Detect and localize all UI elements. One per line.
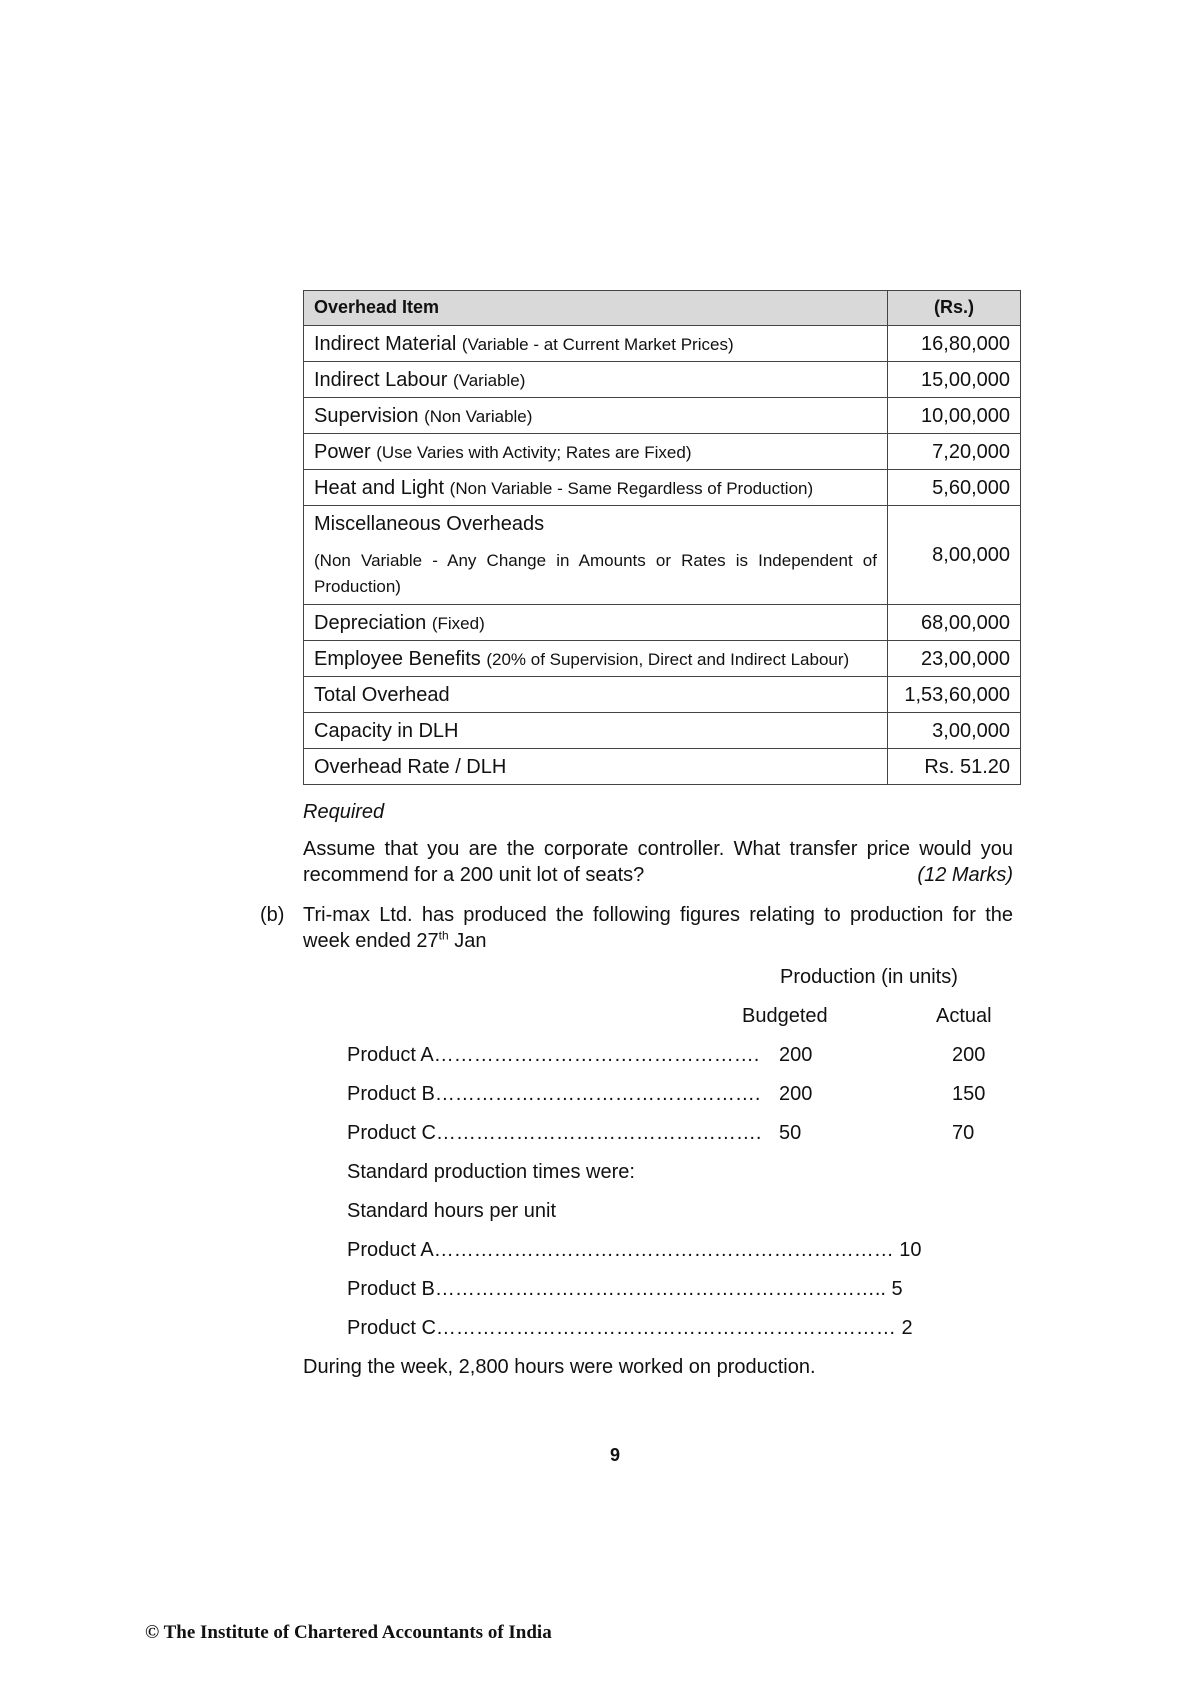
product-budgeted: 200 — [779, 1044, 813, 1066]
row-desc: (Variable) — [452, 370, 526, 390]
row-item: Power — [314, 440, 371, 463]
row-item: Total Overhead — [304, 677, 888, 713]
std-hours-product: Product C…………………………………………………………… — [347, 1317, 896, 1339]
product-actual: 70 — [952, 1122, 975, 1144]
table-row — [304, 362, 1021, 398]
row-item: Indirect Labour — [314, 368, 448, 391]
header-overhead-item: Overhead Item — [304, 291, 888, 326]
row-amount: 5,60,000 — [888, 470, 1021, 506]
row-item: Heat and Light — [314, 476, 445, 499]
product-label: Product C…………………………………………. — [347, 1122, 762, 1144]
part-b-label: (b) — [260, 904, 285, 926]
row-amount: 15,00,000 — [888, 362, 1021, 398]
table-row — [304, 749, 1021, 785]
row-item: Overhead Rate / DLH — [304, 749, 888, 785]
row-item: Indirect Material — [314, 332, 457, 355]
product-label: Product B…………………………………………. — [347, 1083, 761, 1105]
required-question: Assume that you are the corporate controller. What transfer price would you recommend for a 200 unit lot of seats? — [303, 838, 1013, 886]
footer-copyright: © The Institute of Chartered Accountants of India — [145, 1622, 552, 1643]
row-desc: (Fixed) — [431, 613, 485, 633]
row-item: Depreciation — [314, 611, 427, 634]
row-item: Employee Benefits — [314, 647, 481, 670]
product-budgeted: 200 — [779, 1083, 813, 1105]
std-hours-product: Product A…………………………………………………………… — [347, 1239, 894, 1261]
row-desc: (Non Variable - Same Regardless of Production) — [449, 478, 814, 498]
product-actual: 200 — [952, 1044, 986, 1066]
required-text — [303, 836, 1013, 888]
std-hours-product: Product B………………………………………………………….. — [347, 1278, 886, 1300]
table-row — [304, 506, 1021, 605]
table-row — [304, 434, 1021, 470]
row-amount: 3,00,000 — [888, 713, 1021, 749]
overhead-table — [303, 290, 1021, 785]
row-item: Capacity in DLH — [304, 713, 888, 749]
std-hours-row — [347, 1276, 903, 1302]
row-amount: 8,00,000 — [888, 506, 1021, 605]
col-actual: Actual — [936, 1005, 992, 1027]
row-item: Miscellaneous Overheads — [314, 513, 545, 535]
row-amount: 16,80,000 — [888, 326, 1021, 362]
row-item: Supervision — [314, 404, 419, 427]
part-b-text — [303, 902, 1013, 954]
table-header-row — [304, 291, 1021, 326]
row-amount: 1,53,60,000 — [888, 677, 1021, 713]
closing-text: During the week, 2,800 hours were worked on production. — [303, 1356, 816, 1378]
row-desc: (Non Variable - Any Change in Amounts or Rates is Independent of Production) — [314, 551, 877, 596]
std-hours-row — [347, 1237, 922, 1263]
product-budgeted: 50 — [779, 1122, 802, 1144]
product-actual: 150 — [952, 1083, 986, 1105]
table-row — [304, 605, 1021, 641]
required-label: Required — [303, 801, 385, 823]
std-hours-row — [347, 1315, 913, 1341]
std-hours-value: 5 — [891, 1278, 903, 1300]
row-amount: 68,00,000 — [888, 605, 1021, 641]
product-label: Product A…………………………………………. — [347, 1044, 760, 1066]
marks: (12 Marks) — [917, 864, 1013, 886]
part-b-text-before: Tri-max Ltd. has produced the following figures relating to production for the week ended 27 — [303, 904, 1013, 952]
row-desc: (Variable - at Current Market Prices) — [461, 334, 734, 354]
std-hours-value: 2 — [901, 1317, 913, 1339]
row-desc: (20% of Supervision, Direct and Indirect Labour) — [486, 649, 850, 669]
row-amount: 10,00,000 — [888, 398, 1021, 434]
part-b-sup: th — [438, 928, 449, 943]
production-heading: Production (in units) — [780, 966, 958, 988]
row-amount: 23,00,000 — [888, 641, 1021, 677]
header-amount: (Rs.) — [888, 291, 1021, 326]
col-budgeted: Budgeted — [742, 1005, 828, 1027]
part-b-text-after: Jan — [448, 930, 487, 952]
row-desc: (Non Variable) — [424, 406, 533, 426]
std-hours-value: 10 — [899, 1239, 922, 1261]
table-row — [304, 398, 1021, 434]
table-row — [304, 326, 1021, 362]
table-row — [304, 470, 1021, 506]
table-row — [304, 713, 1021, 749]
table-row — [304, 641, 1021, 677]
page-number: 9 — [609, 1445, 620, 1465]
table-row — [304, 677, 1021, 713]
std-hours-label: Standard hours per unit — [347, 1200, 557, 1222]
row-amount: Rs. 51.20 — [888, 749, 1021, 785]
std-times-label: Standard production times were: — [347, 1161, 635, 1183]
row-amount: 7,20,000 — [888, 434, 1021, 470]
row-desc: (Use Varies with Activity; Rates are Fixed) — [376, 442, 692, 462]
